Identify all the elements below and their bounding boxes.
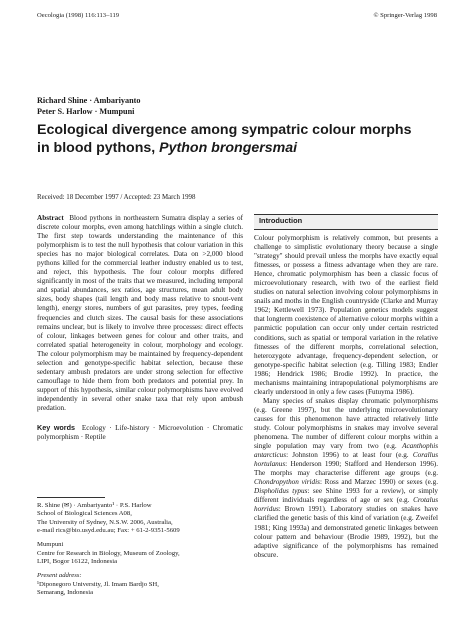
intro-paragraph: Colour polymorphism is relatively common, but presents a challenge to simplistic evolutionary theory because a single "strategy" should prevail unless the morphs have exactly equal fitnesses, or possess a fitness advantage when they are rare. Hence, chromatic polymorphism has been a classic focus of microevolutionary research, with two of the earliest field studies on natural selection involving colour polymorphisms in snails and moths in the English countryside (Clarke and Murray 1962; Kettlewell 1973). Population genetics models suggest that longterm coexistence of alternative colour morphs within a panmictic population can occur only under certain restricted conditions, such as spatial or temporal variation in the relative fitnesses of the different morphs, correlational selection, heterozygote advantage, frequency-dependent selection, or genotype-specific habitat selection (e.g. Tilling 1983; Endler 1986; Hendrick 1986; Brodie 1992). In practice, the mechanisms maintaining intrapopulational polymorphisms are clearly understood in only a few cases (Futuyma 1986). — [254, 234, 438, 396]
keywords-label: Key words — [37, 423, 75, 433]
species-name: Acanthophis antarcticus — [254, 442, 438, 460]
address-line: Centre for Research in Biology, Museum of Zoology, — [37, 549, 180, 557]
journal-citation: Oecologia (1998) 116:113–119 — [37, 12, 120, 19]
introduction-section — [254, 234, 438, 560]
footnote-divider — [37, 497, 105, 498]
article-title — [37, 122, 437, 157]
introduction-heading: Introduction — [259, 216, 303, 225]
species-name: Chondropython viridis — [254, 478, 320, 487]
species-name: Crotalus horridus — [254, 496, 438, 514]
abstract-label: Abstract — [37, 214, 64, 222]
title-line — [37, 140, 437, 158]
author-list — [37, 96, 141, 117]
title-line: Ecological divergence among sympatric colour morphs — [37, 122, 412, 138]
abstract-section — [37, 214, 243, 442]
address-line: The University of Sydney, N.S.W. 2006, Australia, — [37, 518, 173, 526]
species-name: Corallus hortulanus — [254, 451, 438, 469]
address-line: LIPI, Bogor 16122, Indonesia — [37, 558, 118, 566]
abstract-text: Blood pythons in northeastern Sumatra display a series of discrete colour morphs, even among hatchlings within a single clutch. The first step towards understanding the maintenance of this polymorphism is to test the null hypothesis that colour variation in this species has no major biological correlates. Data on >2,000 blood pythons killed for the commercial leather industry enabled us to test, and reject, this hypothesis. The four colour morphs differed significantly in most of the traits that we measured, including temporal and spatial abundances, sex ratios, age structures, mean adult body sizes, body shapes (tail length and body mass relative to snout-vent length), energy stores, numbers of gut parasites, prey types, feeding frequencies and clutch sizes. The causal basis for these associations remains unclear, but is likely to involve three processes: direct effects of colour, linkages between genes for colour and other traits, and correlated spatial heterogeneity in colour, morphology and ecology. The colour polymorphism may be maintained by frequency-dependent selection and genotype-specific habitat selection, because these sedentary ambush predators are under strong selection for effective camouflage to hide them from both predators and potential prey. In support of this hypothesis, similar colour polymorphisms have evolved independently in several other snake taxa that rely upon ambush predation. — [37, 214, 243, 412]
address-line: R. Shine (✉) · Ambariyanto¹ · P.S. Harlow — [37, 502, 152, 509]
address-line: School of Biological Sciences A08, — [37, 510, 132, 518]
abstract-paragraph — [37, 214, 243, 413]
received-dates: Received: 18 December 1997 / Accepted: 23 March 1998 — [37, 194, 196, 201]
author-addresses — [37, 502, 243, 597]
author-line: Peter S. Harlow · Mumpuni — [37, 106, 135, 116]
keywords-text: Ecology · Life-history · Microevolution · Chromatic polymorphism · Reptile — [37, 424, 243, 442]
publisher-copyright: © Springer-Verlag 1998 — [373, 12, 437, 19]
keywords-paragraph — [37, 423, 243, 442]
title-text: in blood pythons, — [37, 139, 160, 156]
species-name: Dispholidus typus — [254, 487, 308, 496]
address-line: Mumpuni — [37, 541, 64, 549]
species-name: Python brongersmai — [159, 139, 298, 156]
address-line: Semarang, Indonesia — [37, 589, 94, 597]
intro-paragraph: Many species of snakes display chromatic polymorphisms (e.g. Greene 1997), but the underlying microevolutionary causes for this phenomenon have attracted relatively little study. Colour polymorphisms in snakes may involve several phenomena. The number of different colour morphs within a single population may vary from two (e.g. Acanthophis antarcticus: Johnston 1996) to at least four (e.g. Corallus hortulanus: Henderson 1990; Stafford and Henderson 1996). The morphs may characterise different age groups (e.g. Chondropython viridis: Ross and Marzec 1990) or sexes (e.g. Dispholidus typus: see Shine 1993 for a review), or simply different individuals regardless of age or sex (e.g. Crotalus horridus: Brown 1991). Laboratory studies on snakes have clarified the genetic basis of this kind of variation (e.g. Zweifel 1981; King 1993a) and demonstrated genetic linkages between colour pattern and behaviour (Brodie 1989, 1992), but the adaptive significance of the polymorphisms has remained obscure. — [254, 396, 439, 559]
email-line: e-mail rics@bio.usyd.edu.au; Fax: + 61-2-9351-5609 — [37, 527, 180, 535]
author-line: Richard Shine · Ambariyanto — [37, 96, 141, 105]
address-line: ¹Diponegoro University, Jl. Imam Bardjo SH, — [37, 580, 159, 588]
present-address-label: Present address: — [37, 572, 82, 580]
